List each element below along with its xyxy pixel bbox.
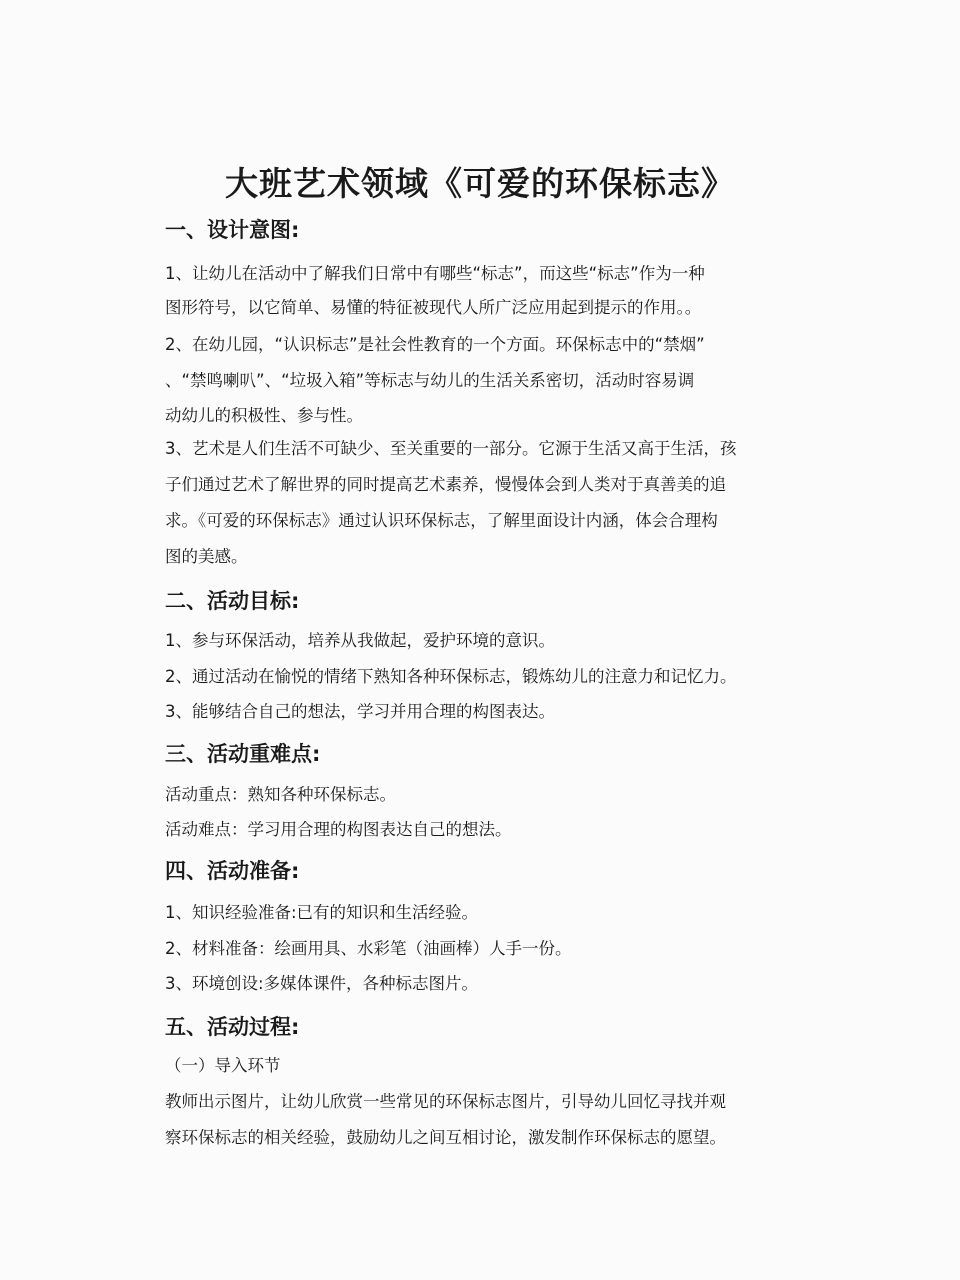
paragraph-line: 3、能够结合自己的想法，学习并用合理的构图表达。 [165,702,555,721]
paragraph-line: 1、知识经验准备:已有的知识和生活经验。 [165,903,479,922]
paragraph-line: 教师出示图片，让幼儿欣赏一些常见的环保标志图片，引导幼儿回忆寻找并观 [165,1092,726,1111]
paragraph-line: 图的美感。 [165,547,248,566]
document-title: 大班艺术领域《可爱的环保标志》 [225,164,735,203]
section-heading-preparation: 四、活动准备: [165,859,300,883]
paragraph-line: 3、环境创设:多媒体课件，各种标志图片。 [165,974,479,993]
paragraph-line: 动幼儿的积极性、参与性。 [165,406,363,425]
section-heading-design-intent: 一、设计意图: [165,218,300,242]
paragraph-line: 、“禁鸣喇叭”、“垃圾入箱”等标志与幼儿的生活关系密切，活动时容易调 [165,371,695,390]
paragraph-line: 活动重点：熟知各种环保标志。 [165,785,396,804]
section-heading-key-points: 三、活动重难点: [165,742,321,766]
paragraph-line: 子们通过艺术了解世界的同时提高艺术素养，慢慢体会到人类对于真善美的追 [165,475,726,494]
paragraph-line: 3、艺术是人们生活不可缺少、至关重要的一部分。它源于生活又高于生活，孩 [165,439,737,458]
paragraph-line: 活动难点：学习用合理的构图表达自己的想法。 [165,820,512,839]
paragraph-line: 2、在幼儿园，“认识标志”是社会性教育的一个方面。环保标志中的“禁烟” [165,335,705,354]
paragraph-line: 求。《可爱的环保标志》通过认识环保标志，了解里面设计内涵，体会合理构 [165,511,718,530]
paragraph-line: 1、参与环保活动，培养从我做起，爱护环境的意识。 [165,631,555,650]
section-heading-process: 五、活动过程: [165,1015,300,1039]
paragraph-line: 2、材料准备：绘画用具、水彩笔（油画棒）人手一份。 [165,939,572,958]
paragraph-line: 察环保标志的相关经验，鼓励幼儿之间互相讨论，激发制作环保标志的愿望。 [165,1128,726,1147]
paragraph-line: 2、通过活动在愉悦的情绪下熟知各种环保标志，锻炼幼儿的注意力和记忆力。 [165,667,737,686]
paragraph-line: 1、让幼儿在活动中了解我们日常中有哪些“标志”，而这些“标志”作为一种 [165,264,705,283]
section-heading-goals: 二、活动目标: [165,589,300,613]
subsection-heading: （一）导入环节 [165,1056,281,1075]
paragraph-line: 图形符号，以它简单、易懂的特征被现代人所广泛应用起到提示的作用。。 [165,298,702,317]
